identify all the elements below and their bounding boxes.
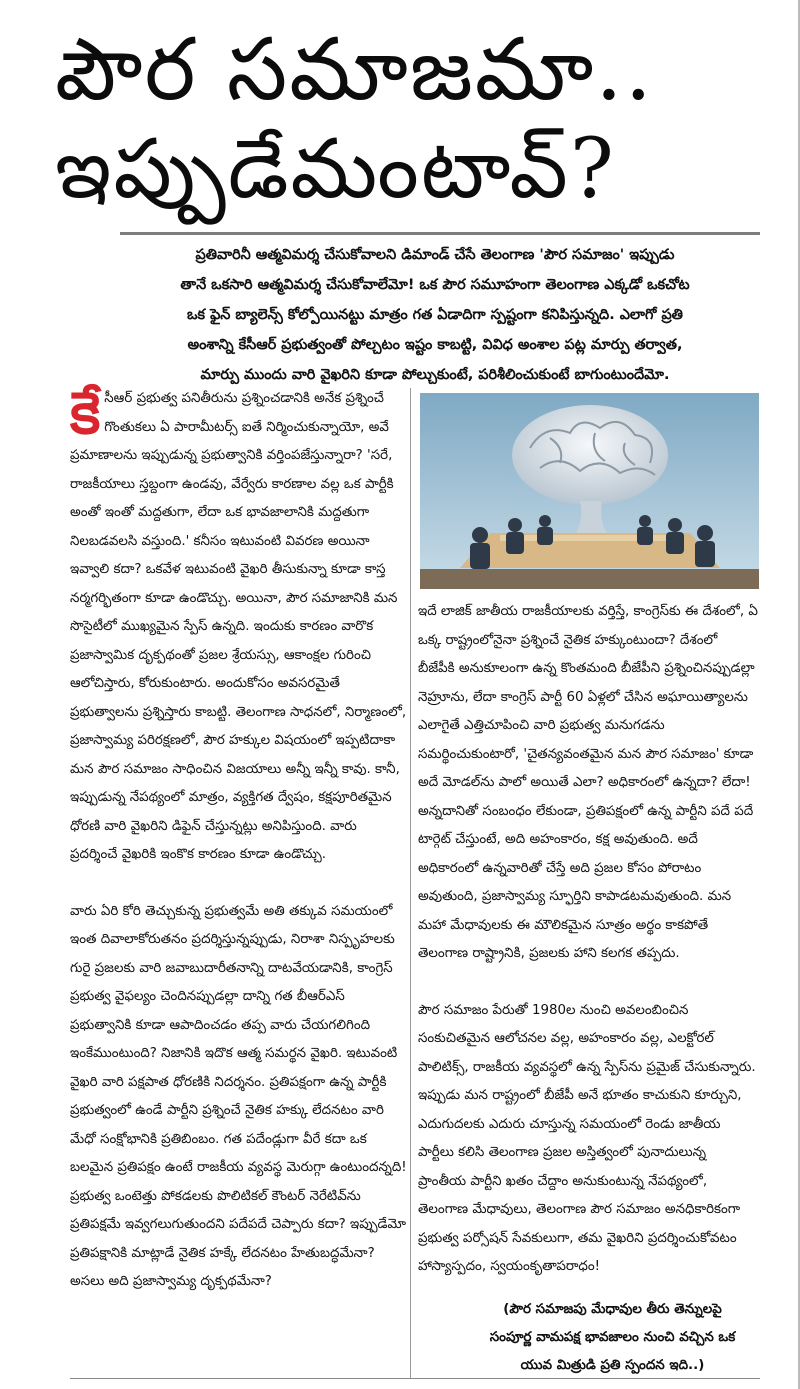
illustration-svg [420, 393, 759, 589]
footnote-line: యువ మిత్రుడి ప్రతి స్పందన ఇది..) [520, 1358, 705, 1373]
headline-line-1: పౌర సమాజమా.. [55, 20, 654, 120]
footnote-line: (పౌర సమాజపు మేధావుల తీరు తెన్నులపై [503, 1302, 722, 1317]
headline [55, 20, 775, 220]
author-footnote [470, 1296, 755, 1380]
right-column [418, 598, 758, 1282]
floor [420, 569, 759, 589]
left-paragraph-2: వారు ఏరి కోరి తెచ్చుకున్న ప్రభుత్వమే అతి తక్కువ సమయంలో ఇంత దివాలాకోరుతనం ప్రదర్శిస్తున్నప్పుడు, నిరాశా నిస్పృహలకు గురై ప్రజలకు వారి జవాబుదారీతనాన్ని దాటవేయడానికి, కాంగ్రెస్ ప్రభుత్వ వైఫల్యం చెందినప్పుడల్లా దాన్ని గత బీఆర్ఎస్ ప్రభుత్వానికి కూడా ఆపాదించడం తప్ప వారు చేయగలిగింది ఇంకేముంటుంది? నిజానికి ఇదొక ఆత్మ సమర్థన వైఖరి. ఇటువంటి వైఖరి వారి పక్షపాత ధోరణికి నిదర్శనం. ప్రతిపక్షంగా ఉన్న పార్టీకి ప్రభుత్వంలో ఉండే పార్టీని ప్రశ్నించే నైతిక హక్కు లేదనటం వారి మేధో సంక్షోభానికి ప్రతిబింబం. గత పదేండ్లుగా వీరే కదా ఒక బలమైన ప్రతిపక్షం ఉంటే రాజకీయ వ్యవస్థ మెరుగ్గా ఉంటుందన్నది! ప్రభుత్వ ఒంటెత్తు పోకడలకు పొలిటికల్ కౌంటర్ నెరేటివ్‌ను ప్రతిపక్షమే ఇవ్వగలుగుతుందని పదేపదే చెప్పారు కదా? ఇప్పుడేమో ప్రతిపక్షానికి మాట్లాడే నైతిక హక్కే లేదనటం హేతుబద్ధమేనా? అసలు అది ప్రజాస్వామ్య దృక్పథమేనా? [70, 903, 407, 1289]
headline-line-2: ఇప్పుడేమంటావ్? [55, 122, 616, 217]
column-divider [410, 388, 411, 1378]
right-paragraph-1: ఇదే లాజిక్ జాతీయ రాజకీయాలకు వర్తిస్తే, కాంగ్రెస్‌కు ఈ దేశంలో, ఏ ఒక్క రాష్ట్రంలోనైనా ప్రశ్నించే నైతిక హక్కుంటుందా? దేశంలో బీజేపీకి అనుకూలంగా ఉన్న కొంతమంది బీజేపీని ప్రశ్నించినప్పుడల్లా నెహ్రూను, లేదా కాంగ్రెస్ పార్టీ 60 ఏళ్లలో చేసిన అఘాయిత్యాలను ఎలాగైతే ఎత్తిచూపించి వారి ప్రభుత్వ మనుగడను సమర్థించుకుంటారో, 'చైతన్యవంతమైన మన పౌర సమాజం' కూడా అదే మోడల్‌ను పాలో అయితే ఎలా? అధికారంలో ఉన్నదా? లేదా! అన్నదానితో సంబంధం లేకుండా, ప్రతిపక్షంలో ఉన్న పార్టీని పదే పదే టార్గెట్ చేస్తుంటే, అది అహంకారం, కక్ష అవుతుంది. అదే అధికారంలో ఉన్నవారితో చేస్తే అది ప్రజల కోసం పోరాటం అవుతుంది, ప్రజాస్వామ్య స్ఫూర్తిని కాపాడటమవుతుంది. మన మహా మేధావులకు ఈ మౌలికమైన సూత్రం అర్థం కాకపోతే తెలంగాణ రాష్ట్రానికి, ప్రజలకు హాని కలగక తప్పదు. [418, 604, 758, 961]
left-column [70, 379, 408, 1297]
intro-line: తానే ఒకసారి ఆత్మవిమర్శ చేసుకోవాలేమో! ఒక పౌర సమూహంగా తెలంగాణ ఎక్కడో ఒకచోట [180, 277, 690, 293]
left-paragraph-1 [70, 379, 408, 870]
intro-summary [110, 240, 760, 390]
intro-line: ప్రతివారినీ ఆత్మవిమర్శ చేసుకోవాలని డిమాండ్ చేసే తెలంగాణ 'పౌర సమాజం' ఇప్పుడు [195, 247, 675, 263]
intro-line: అంశాన్ని కేసీఆర్ ప్రభుత్వంతో పోల్చటం ఇష్టం కాబట్టి, వివిధ అంశాల పట్ల మార్పు తర్వాత, [187, 337, 683, 353]
left-paragraph-1-text: సీఆర్ ప్రభుత్వ పనితీరును ప్రశ్నించడానికి అనేక ప్రశ్నించే గొంతుకలు ఏ పారామీటర్స్ ఐతే నిర్మించుకున్నాయో, అవే ప్రమాణాలను ఇప్పుడున్న ప్రభుత్వానికి వర్తింపజేస్తున్నారా? 'సరే, రాజకీయాలు స్తబ్దంగా ఉండవు, వేర్వేరు కారణాల వల్ల ఒక పార్టీకి అంతో ఇంతో మద్దతుగా, లేదా ఒక భావజాలానికి మద్దతుగా నిలబడవలసి వస్తుంది.' కనీసం ఇటువంటి వివరణ అయినా ఇవ్వాలి కదా? ఒకవేళ ఇటువంటి వైఖరి తీసుకున్నా కూడా కాస్త నర్మగర్భితంగా కూడా ఉండొచ్చు. అయినా, పౌర సమాజానికి మన సొసైటీలో ముఖ్యమైన స్పేస్ ఉన్నది. ఇందుకు కారణం వారొక ప్రజాస్వామిక దృక్పథంతో ప్రజల శ్రేయస్సు, ఆకాంక్షల గురించి ఆలోచిస్తారు, కోరుకుంటారు. అందుకోసం అవసరమైతే ప్రభుత్వాలను ప్రశ్నిస్తారు కాబట్టి. తెలంగాణ సాధనలో, నిర్మాణంలో, ప్రజాస్వామ్య పరిరక్షణలో, పౌర హక్కుల విషయంలో ఇప్పటిదాకా మన పౌర సమాజం సాధించిన విజయాలు అన్నీ ఇన్నీ కావు. కానీ, ఇప్పుడున్న నేపథ్యంలో మాత్రం, వ్యక్తిగత ద్వేషం, కక్షపూరితమైన ధోరణి వారి వైఖరిని డిఫైన్ చేస్తున్నట్లు అనిపిస్తుంది. వారు ప్రదర్శించే వైఖరికి ఇంకొక కారణం కూడా ఉండొచ్చు. [70, 391, 407, 862]
intro-top-rule [120, 232, 760, 235]
brain-meeting-illustration [420, 393, 759, 589]
right-paragraph-2: పౌర సమాజం పేరుతో 1980ల నుంచి అవలంబించిన సంకుచితమైన ఆలోచనల వల్ల, అహంకారం వల్ల, ఎలక్టోరల్ పాలిటిక్స్, రాజకీయ వ్యవస్థలో ఉన్న స్పేస్‌ను ప్రమైజ్ చేసుకున్నారు. ఇప్పుడు మన రాష్ట్రంలో బీజేపీ అనే భూతం కాచుకుని కూర్చుని, ఎదుగుదలకు ఎదురు చూస్తున్న సమయంలో రెండు జాతీయ పార్టీలు కలిసి తెలంగాణ ప్రజల అస్తిత్వంలో పునాదులున్న ప్రాంతీయ పార్టీని ఖతం చేద్దాం అనుకుంటున్న నేపథ్యంలో, తెలంగాణ మేధావులు, తెలంగాణ పౌర సమాజం అనధికారికంగా ప్రభుత్వ పర్సోషన్ సేవకులుగా, తమ వైఖరిని ప్రదర్శించుకోవటం హాస్యాస్పదం, స్వయంకృతాపరాధం! [418, 1002, 756, 1274]
dropcap: కే [70, 379, 101, 447]
footnote-line: సంపూర్ణ వామపక్ష భావజాలం నుంచి వచ్చిన ఒక [489, 1330, 736, 1345]
intro-line: మార్పు ముందు వారి వైఖరిని కూడా పోల్చుకుంటే, పరిశీలించుకుంటే బాగుంటుందేమో. [200, 367, 670, 383]
bottom-rule [70, 1378, 760, 1379]
intro-line: ఒక ఫైన్ బ్యాలెన్స్ కోల్పోయినట్టు మాత్రం గత ఏడాదిగా స్పష్టంగా కనిపిస్తున్నది. ఎలాగో ప్రతి [187, 307, 683, 323]
